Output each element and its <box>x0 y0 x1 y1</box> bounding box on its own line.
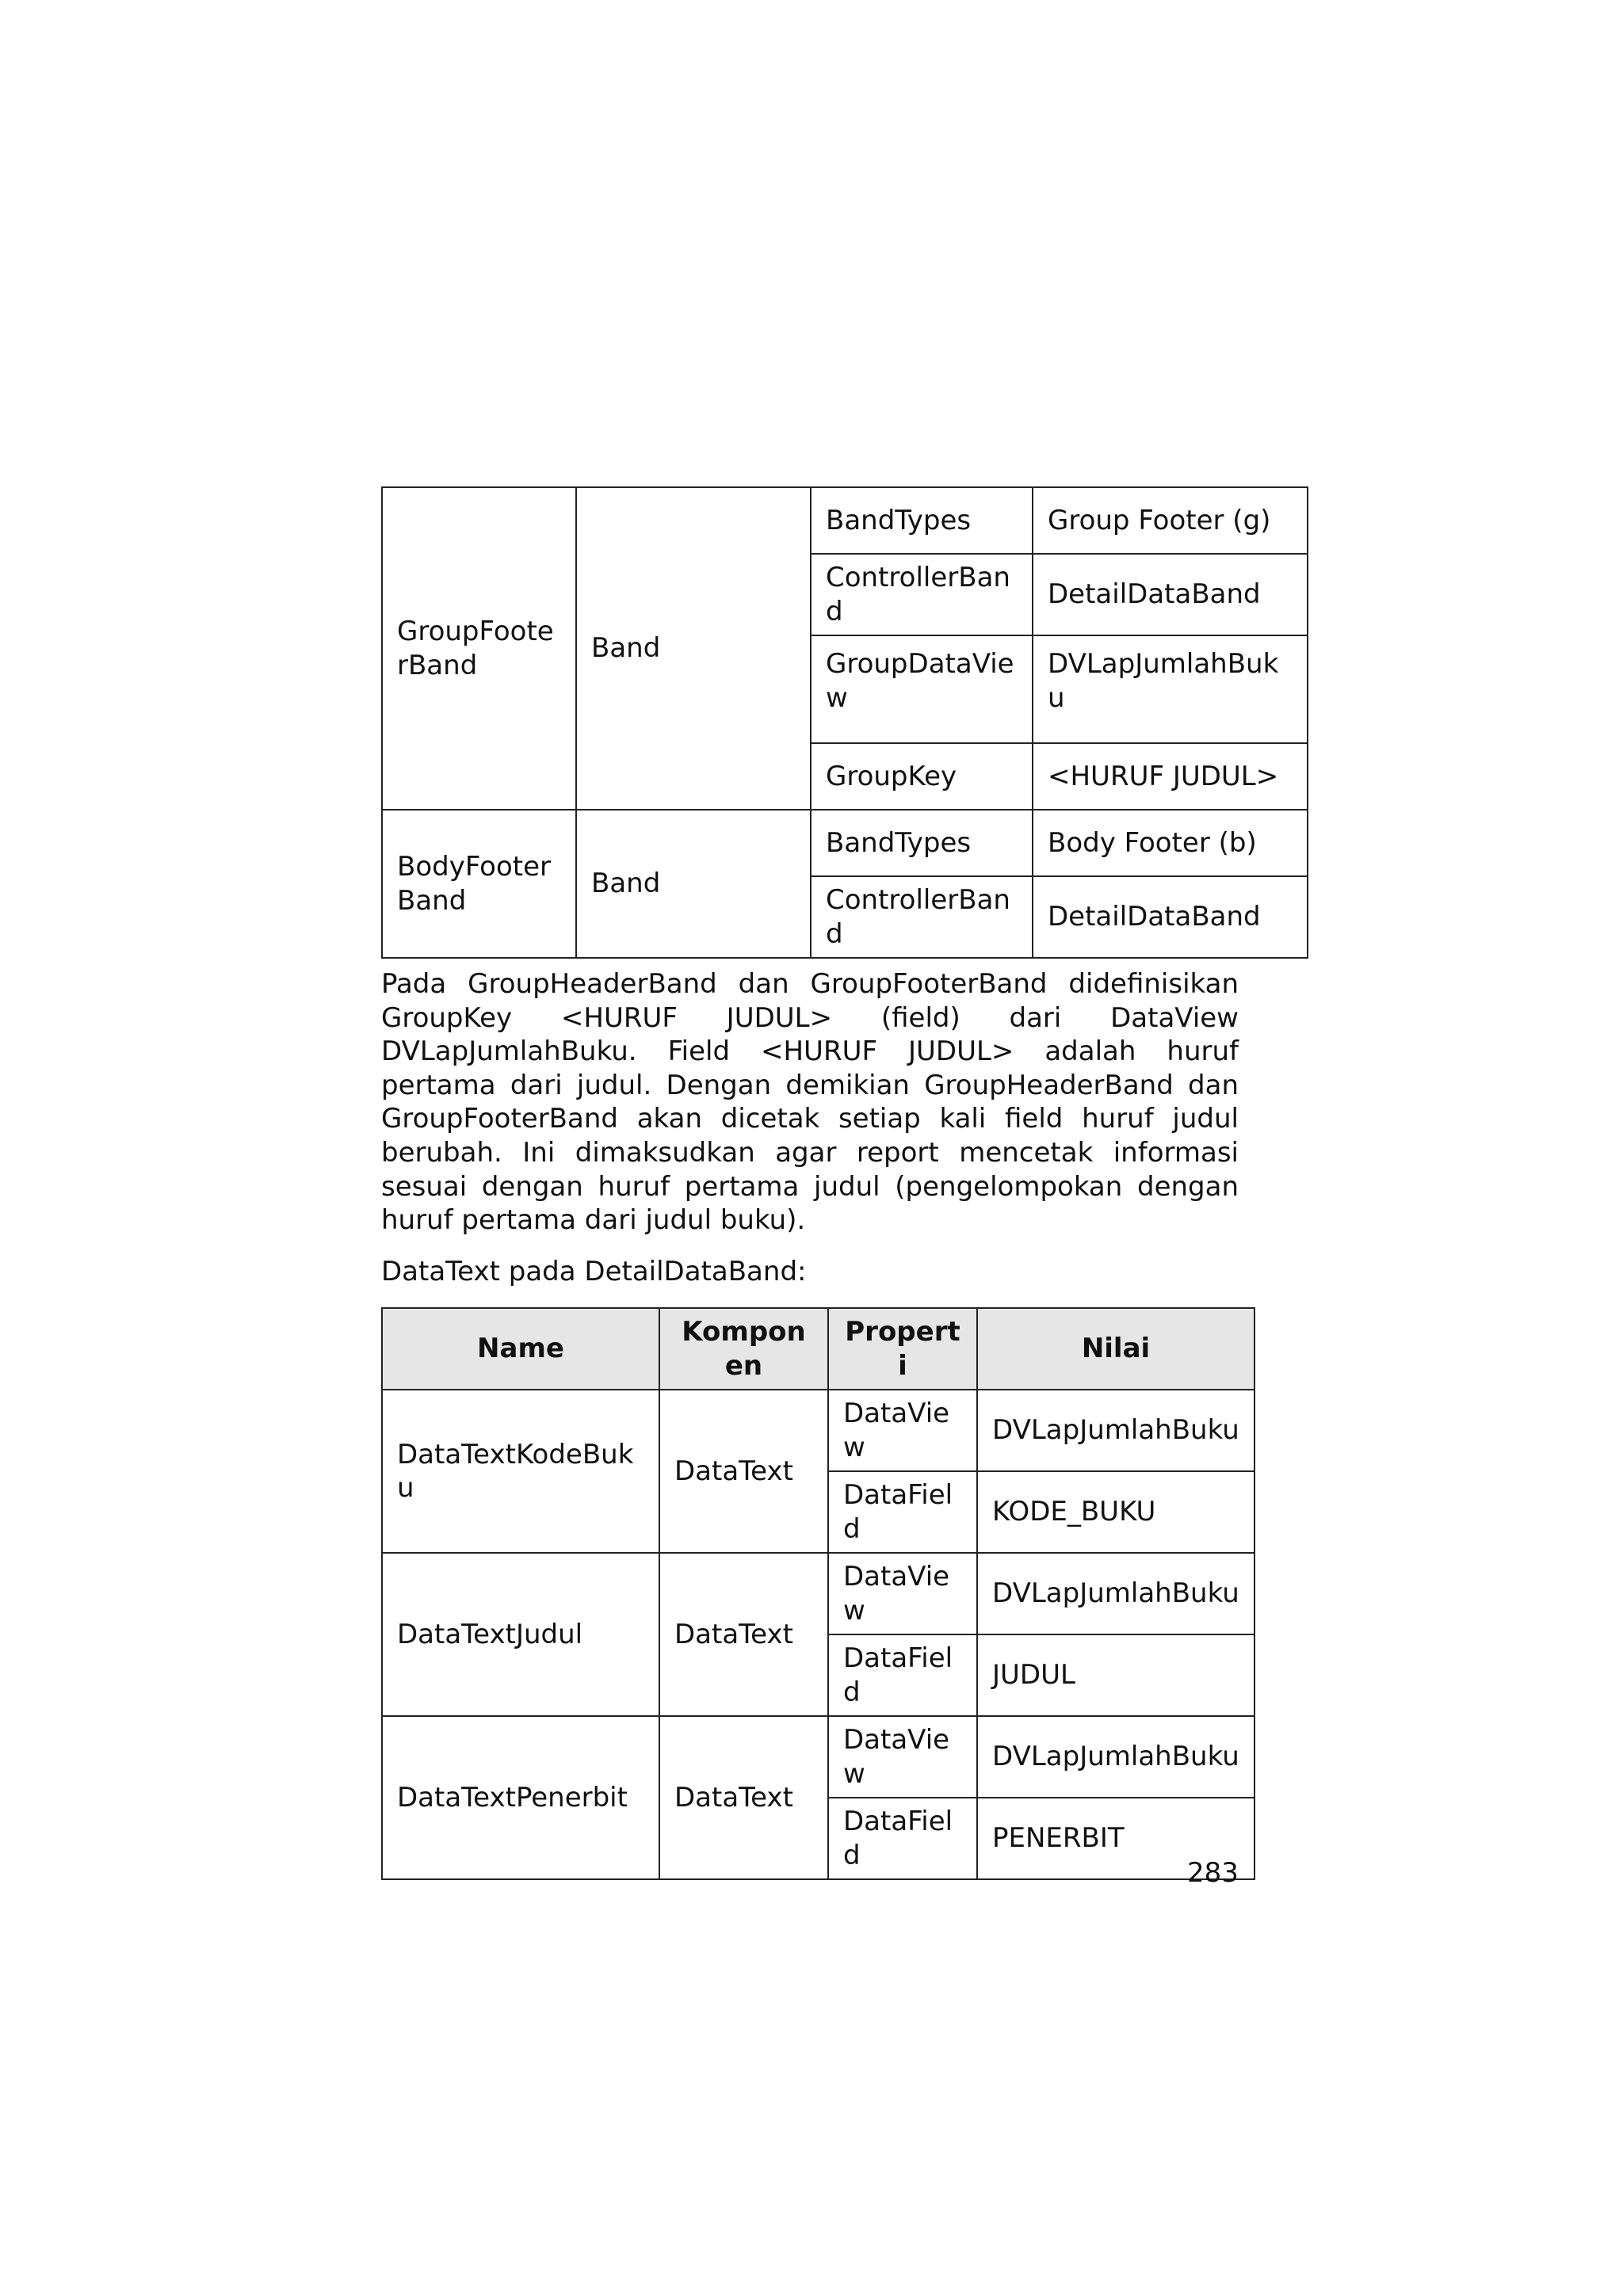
table-cell-value: DVLapJumlahBuku <box>977 1716 1254 1798</box>
table-cell-property: ControllerBand <box>811 876 1033 958</box>
table-cell-value: DVLapJumlahBuku <box>1033 635 1308 743</box>
table-cell-component: DataText <box>659 1553 828 1716</box>
datatext-properties-table <box>381 1307 1255 1880</box>
table-cell-name: GroupFooterBand <box>382 487 576 810</box>
table-cell-value: DVLapJumlahBuku <box>977 1553 1254 1634</box>
table-cell-property: BandTypes <box>811 810 1033 876</box>
column-header-nilai: Nilai <box>977 1308 1254 1390</box>
table-cell-value: KODE_BUKU <box>977 1471 1254 1553</box>
table-cell-property: DataView <box>828 1390 977 1471</box>
table-cell-property: DataView <box>828 1553 977 1634</box>
table-row <box>382 1390 1254 1471</box>
table-cell-name: DataTextKodeBuku <box>382 1390 659 1553</box>
table-cell-property: DataField <box>828 1471 977 1553</box>
table-row <box>382 1553 1254 1634</box>
table-row <box>382 487 1308 554</box>
table-cell-name: DataTextJudul <box>382 1553 659 1716</box>
table-cell-property: DataField <box>828 1798 977 1879</box>
table-caption: DataText pada DetailDataBand: <box>381 1256 807 1287</box>
table-cell-property: GroupDataView <box>811 635 1033 743</box>
table-cell-component: DataText <box>659 1390 828 1553</box>
table-cell-property: DataField <box>828 1634 977 1716</box>
column-header-properti: Properti <box>828 1308 977 1390</box>
table-cell-property: DataView <box>828 1716 977 1798</box>
table-header-row <box>382 1308 1254 1390</box>
table-row <box>382 810 1308 876</box>
table-cell-property: GroupKey <box>811 743 1033 810</box>
column-header-name: Name <box>382 1308 659 1390</box>
table-cell-name: BodyFooterBand <box>382 810 576 958</box>
table-cell-name: DataTextPenerbit <box>382 1716 659 1879</box>
table-cell-component: Band <box>576 487 811 810</box>
table-cell-value: Group Footer (g) <box>1033 487 1308 554</box>
body-paragraph: Pada GroupHeaderBand dan GroupFooterBand didefinisikan GroupKey <HURUF JUDUL> (field) dari DataView DVLapJumlahBuku. Field <HURUF JUDUL> adalah huruf pertama dari judul. Dengan demikian GroupHeaderBand dan GroupFooterBand akan dicetak setiap kali field huruf judul berubah. Ini dimaksudkan agar report mencetak informasi sesuai dengan huruf pertama judul (pengelompokan dengan huruf pertama dari judul buku). <box>381 968 1239 1237</box>
table-cell-value: DetailDataBand <box>1033 876 1308 958</box>
table-cell-component: Band <box>576 810 811 958</box>
table-cell-value: Body Footer (b) <box>1033 810 1308 876</box>
table-cell-property: BandTypes <box>811 487 1033 554</box>
band-properties-table <box>381 486 1308 959</box>
table-cell-value: <HURUF JUDUL> <box>1033 743 1308 810</box>
table-cell-value: JUDUL <box>977 1634 1254 1716</box>
page-number: 283 <box>1187 1857 1239 1889</box>
table-cell-value: DVLapJumlahBuku <box>977 1390 1254 1471</box>
column-header-komponen: Komponen <box>659 1308 828 1390</box>
table-cell-value: DetailDataBand <box>1033 554 1308 635</box>
table-row <box>382 1716 1254 1798</box>
table-cell-component: DataText <box>659 1716 828 1879</box>
table-cell-value: PENERBIT <box>977 1798 1254 1879</box>
table-cell-property: ControllerBand <box>811 554 1033 635</box>
